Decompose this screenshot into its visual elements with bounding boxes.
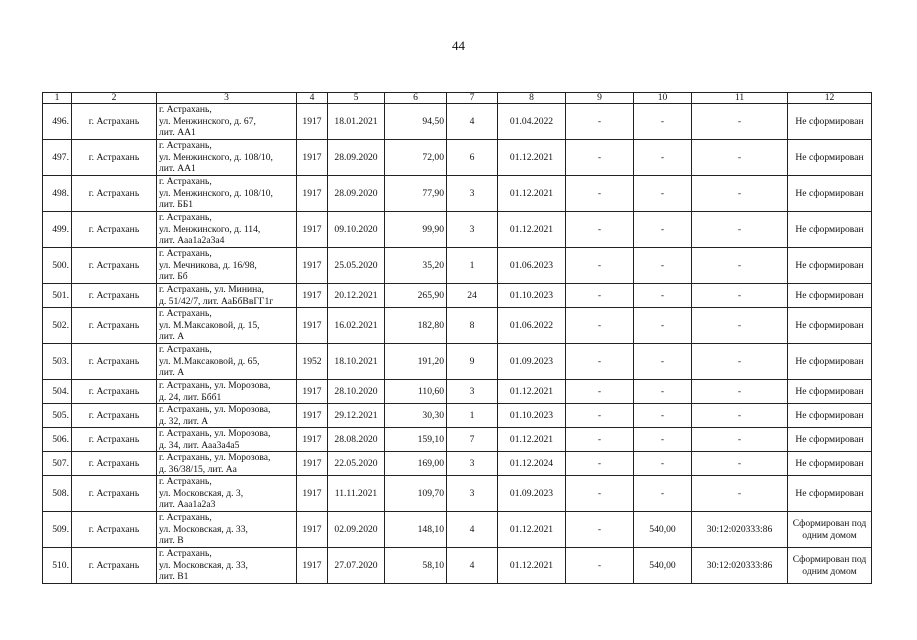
cadastral-cell: -: [692, 404, 788, 428]
city-cell: г. Астрахань: [72, 512, 157, 548]
column-header-4: 4: [297, 93, 328, 104]
deadline-cell: 01.12.2024: [498, 452, 566, 476]
table-row: [43, 512, 872, 548]
year-cell: 1917: [297, 380, 328, 404]
status-cell: Не сформирован: [788, 380, 872, 404]
deadline-cell: 01.06.2023: [498, 248, 566, 284]
column-10-cell: -: [634, 140, 692, 176]
count-cell: 4: [447, 104, 498, 140]
address-cell: г. Астрахань, ул. Менжинского, д. 108/10, лит. АА1: [157, 140, 297, 176]
status-cell: Не сформирован: [788, 344, 872, 380]
cadastral-cell: 30:12:020333:86: [692, 548, 788, 584]
count-cell: 1: [447, 404, 498, 428]
city-cell: г. Астрахань: [72, 548, 157, 584]
cadastral-cell: 30:12:020333:86: [692, 512, 788, 548]
status-cell: Не сформирован: [788, 476, 872, 512]
row-number: 506.: [43, 428, 72, 452]
column-header-7: 7: [447, 93, 498, 104]
table-row: [43, 548, 872, 584]
date-cell: 20.12.2021: [328, 284, 385, 308]
column-10-cell: -: [634, 428, 692, 452]
address-cell: г. Астрахань, ул. Морозова, д. 36/38/15, лит. Аа: [157, 452, 297, 476]
address-cell: г. Астрахань, ул. М.Максаковой, д. 65, лит. А: [157, 344, 297, 380]
column-header-10: 10: [634, 93, 692, 104]
area-cell: 169,00: [385, 452, 447, 476]
column-10-cell: -: [634, 452, 692, 476]
year-cell: 1917: [297, 212, 328, 248]
row-number: 509.: [43, 512, 72, 548]
table-row: [43, 308, 872, 344]
year-cell: 1917: [297, 404, 328, 428]
year-cell: 1917: [297, 428, 328, 452]
column-10-cell: -: [634, 404, 692, 428]
column-9-cell: -: [566, 428, 634, 452]
column-header-1: 1: [43, 93, 72, 104]
area-cell: 94,50: [385, 104, 447, 140]
date-cell: 11.11.2021: [328, 476, 385, 512]
year-cell: 1917: [297, 308, 328, 344]
year-cell: 1952: [297, 344, 328, 380]
address-cell: г. Астрахань, ул. Московская, д. 3, лит. Ааа1а2а3: [157, 476, 297, 512]
row-number: 499.: [43, 212, 72, 248]
column-10-cell: -: [634, 248, 692, 284]
year-cell: 1917: [297, 284, 328, 308]
table-row: [43, 344, 872, 380]
status-cell: Не сформирован: [788, 452, 872, 476]
table-row: [43, 452, 872, 476]
count-cell: 24: [447, 284, 498, 308]
deadline-cell: 01.12.2021: [498, 428, 566, 452]
row-number: 504.: [43, 380, 72, 404]
cadastral-cell: -: [692, 344, 788, 380]
area-cell: 58,10: [385, 548, 447, 584]
city-cell: г. Астрахань: [72, 248, 157, 284]
status-cell: Не сформирован: [788, 212, 872, 248]
column-10-cell: -: [634, 284, 692, 308]
area-cell: 110,60: [385, 380, 447, 404]
column-9-cell: -: [566, 140, 634, 176]
row-number: 502.: [43, 308, 72, 344]
deadline-cell: 01.04.2022: [498, 104, 566, 140]
column-10-cell: -: [634, 344, 692, 380]
cadastral-cell: -: [692, 308, 788, 344]
count-cell: 7: [447, 428, 498, 452]
column-9-cell: -: [566, 476, 634, 512]
deadline-cell: 01.10.2023: [498, 284, 566, 308]
column-header-8: 8: [498, 93, 566, 104]
column-9-cell: -: [566, 512, 634, 548]
table-row: [43, 140, 872, 176]
address-cell: г. Астрахань, ул. Морозова, д. 34, лит. Ааа3а4а5: [157, 428, 297, 452]
column-header-11: 11: [692, 93, 788, 104]
row-number: 497.: [43, 140, 72, 176]
address-cell: г. Астрахань, ул. Менжинского, д. 114, лит. Ааа1а2а3а4: [157, 212, 297, 248]
area-cell: 191,20: [385, 344, 447, 380]
column-9-cell: -: [566, 212, 634, 248]
column-9-cell: -: [566, 404, 634, 428]
year-cell: 1917: [297, 452, 328, 476]
row-number: 498.: [43, 176, 72, 212]
city-cell: г. Астрахань: [72, 428, 157, 452]
table-row: [43, 212, 872, 248]
cadastral-cell: -: [692, 380, 788, 404]
status-cell: Не сформирован: [788, 428, 872, 452]
area-cell: 109,70: [385, 476, 447, 512]
status-cell: Не сформирован: [788, 308, 872, 344]
city-cell: г. Астрахань: [72, 284, 157, 308]
deadline-cell: 01.12.2021: [498, 380, 566, 404]
cadastral-cell: -: [692, 140, 788, 176]
cadastral-cell: -: [692, 176, 788, 212]
area-cell: 182,80: [385, 308, 447, 344]
column-9-cell: -: [566, 548, 634, 584]
cadastral-cell: -: [692, 104, 788, 140]
deadline-cell: 01.10.2023: [498, 404, 566, 428]
city-cell: г. Астрахань: [72, 404, 157, 428]
deadline-cell: 01.09.2023: [498, 476, 566, 512]
year-cell: 1917: [297, 548, 328, 584]
status-cell: Не сформирован: [788, 140, 872, 176]
city-cell: г. Астрахань: [72, 308, 157, 344]
column-9-cell: -: [566, 248, 634, 284]
year-cell: 1917: [297, 512, 328, 548]
column-10-cell: -: [634, 104, 692, 140]
row-number: 510.: [43, 548, 72, 584]
address-cell: г. Астрахань, ул. Мечникова, д. 16/98, лит. Бб: [157, 248, 297, 284]
table-row: [43, 176, 872, 212]
area-cell: 265,90: [385, 284, 447, 308]
column-9-cell: -: [566, 104, 634, 140]
address-cell: г. Астрахань, ул. М.Максаковой, д. 15, лит. А: [157, 308, 297, 344]
column-10-cell: -: [634, 476, 692, 512]
column-10-cell: -: [634, 212, 692, 248]
cadastral-cell: -: [692, 284, 788, 308]
column-9-cell: -: [566, 452, 634, 476]
column-9-cell: -: [566, 284, 634, 308]
area-cell: 30,30: [385, 404, 447, 428]
cadastral-cell: -: [692, 452, 788, 476]
deadline-cell: 01.09.2023: [498, 344, 566, 380]
city-cell: г. Астрахань: [72, 452, 157, 476]
count-cell: 9: [447, 344, 498, 380]
table-row: [43, 248, 872, 284]
column-9-cell: -: [566, 344, 634, 380]
column-10-cell: 540,00: [634, 512, 692, 548]
status-cell: Сформирован под одним домом: [788, 512, 872, 548]
count-cell: 4: [447, 548, 498, 584]
city-cell: г. Астрахань: [72, 476, 157, 512]
deadline-cell: 01.06.2022: [498, 308, 566, 344]
city-cell: г. Астрахань: [72, 212, 157, 248]
row-number: 503.: [43, 344, 72, 380]
area-cell: 72,00: [385, 140, 447, 176]
address-cell: г. Астрахань, ул. Морозова, д. 24, лит. Ббб1: [157, 380, 297, 404]
column-9-cell: -: [566, 308, 634, 344]
count-cell: 3: [447, 176, 498, 212]
year-cell: 1917: [297, 176, 328, 212]
column-9-cell: -: [566, 380, 634, 404]
status-cell: Сформирован под одним домом: [788, 548, 872, 584]
column-header-6: 6: [385, 93, 447, 104]
status-cell: Не сформирован: [788, 404, 872, 428]
column-10-cell: 540,00: [634, 548, 692, 584]
count-cell: 3: [447, 452, 498, 476]
city-cell: г. Астрахань: [72, 176, 157, 212]
area-cell: 77,90: [385, 176, 447, 212]
count-cell: 3: [447, 380, 498, 404]
area-cell: 99,90: [385, 212, 447, 248]
header-row: [43, 93, 872, 104]
address-cell: г. Астрахань, ул. Московская, д. 33, лит. В: [157, 512, 297, 548]
count-cell: 4: [447, 512, 498, 548]
count-cell: 8: [447, 308, 498, 344]
year-cell: 1917: [297, 248, 328, 284]
date-cell: 28.10.2020: [328, 380, 385, 404]
column-header-5: 5: [328, 93, 385, 104]
table-row: [43, 428, 872, 452]
cadastral-cell: -: [692, 248, 788, 284]
column-header-12: 12: [788, 93, 872, 104]
date-cell: 18.01.2021: [328, 104, 385, 140]
date-cell: 18.10.2021: [328, 344, 385, 380]
deadline-cell: 01.12.2021: [498, 212, 566, 248]
column-header-2: 2: [72, 93, 157, 104]
status-cell: Не сформирован: [788, 248, 872, 284]
city-cell: г. Астрахань: [72, 380, 157, 404]
date-cell: 25.05.2020: [328, 248, 385, 284]
date-cell: 22.05.2020: [328, 452, 385, 476]
deadline-cell: 01.12.2021: [498, 512, 566, 548]
column-10-cell: -: [634, 308, 692, 344]
city-cell: г. Астрахань: [72, 104, 157, 140]
year-cell: 1917: [297, 476, 328, 512]
year-cell: 1917: [297, 104, 328, 140]
row-number: 500.: [43, 248, 72, 284]
table-row: [43, 476, 872, 512]
status-cell: Не сформирован: [788, 176, 872, 212]
date-cell: 27.07.2020: [328, 548, 385, 584]
count-cell: 3: [447, 212, 498, 248]
column-10-cell: -: [634, 380, 692, 404]
column-header-3: 3: [157, 93, 297, 104]
housing-registry-table: [42, 92, 872, 584]
address-cell: г. Астрахань, ул. Менжинского, д. 108/10, лит. ББ1: [157, 176, 297, 212]
address-cell: г. Астрахань, ул. Морозова, д. 32, лит. А: [157, 404, 297, 428]
deadline-cell: 01.12.2021: [498, 140, 566, 176]
city-cell: г. Астрахань: [72, 344, 157, 380]
date-cell: 28.09.2020: [328, 176, 385, 212]
column-10-cell: -: [634, 176, 692, 212]
count-cell: 1: [447, 248, 498, 284]
deadline-cell: 01.12.2021: [498, 548, 566, 584]
cadastral-cell: -: [692, 476, 788, 512]
area-cell: 159,10: [385, 428, 447, 452]
column-9-cell: -: [566, 176, 634, 212]
deadline-cell: 01.12.2021: [498, 176, 566, 212]
date-cell: 28.09.2020: [328, 140, 385, 176]
date-cell: 28.08.2020: [328, 428, 385, 452]
row-number: 507.: [43, 452, 72, 476]
table-row: [43, 284, 872, 308]
status-cell: Не сформирован: [788, 104, 872, 140]
address-cell: г. Астрахань, ул. Московская, д. 33, лит. В1: [157, 548, 297, 584]
date-cell: 02.09.2020: [328, 512, 385, 548]
date-cell: 16.02.2021: [328, 308, 385, 344]
row-number: 501.: [43, 284, 72, 308]
area-cell: 35,20: [385, 248, 447, 284]
table-row: [43, 104, 872, 140]
area-cell: 148,10: [385, 512, 447, 548]
status-cell: Не сформирован: [788, 284, 872, 308]
row-number: 505.: [43, 404, 72, 428]
page-number: 44: [452, 38, 465, 53]
address-cell: г. Астрахань, ул. Менжинского, д. 67, лит. АА1: [157, 104, 297, 140]
date-cell: 09.10.2020: [328, 212, 385, 248]
column-header-9: 9: [566, 93, 634, 104]
cadastral-cell: -: [692, 428, 788, 452]
table-row: [43, 380, 872, 404]
row-number: 496.: [43, 104, 72, 140]
year-cell: 1917: [297, 140, 328, 176]
city-cell: г. Астрахань: [72, 140, 157, 176]
table-row: [43, 404, 872, 428]
address-cell: г. Астрахань, ул. Минина, д. 51/42/7, лит. АаБбВвГГ1г: [157, 284, 297, 308]
row-number: 508.: [43, 476, 72, 512]
count-cell: 6: [447, 140, 498, 176]
cadastral-cell: -: [692, 212, 788, 248]
count-cell: 3: [447, 476, 498, 512]
date-cell: 29.12.2021: [328, 404, 385, 428]
